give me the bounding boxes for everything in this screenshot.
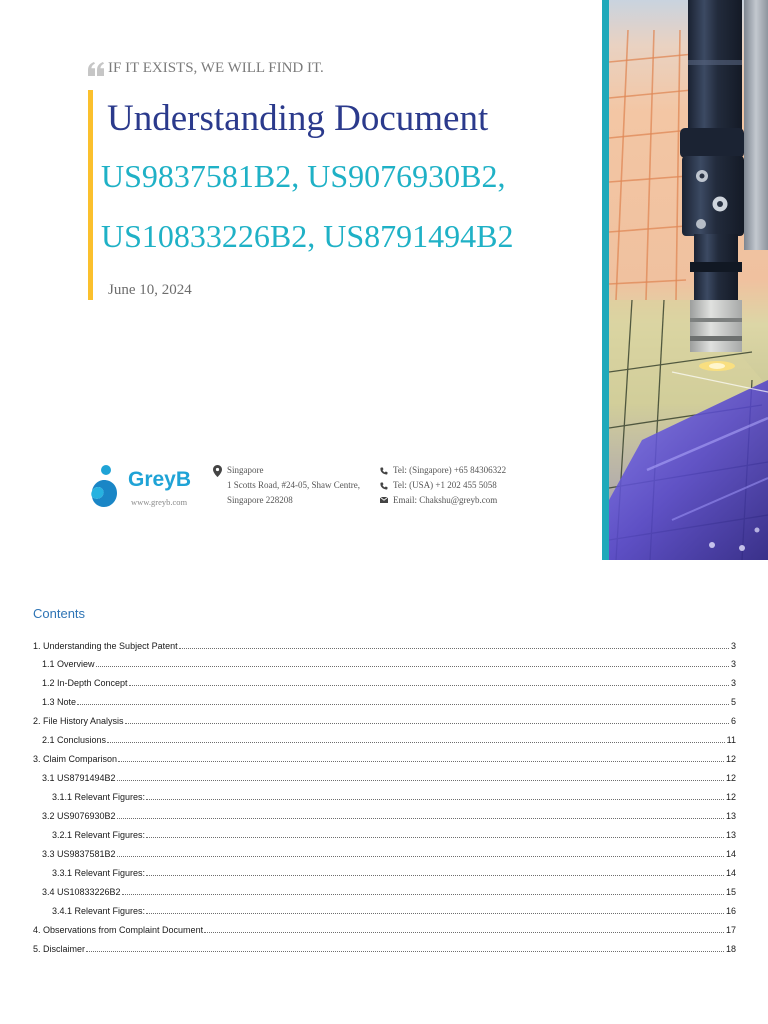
toc-entry-page-number: 3 — [730, 640, 736, 651]
toc-entry[interactable] — [33, 845, 736, 864]
toc-entry[interactable] — [33, 637, 736, 656]
toc-dot-leader — [118, 761, 724, 762]
toc-entry-label: 2.1 Conclusions — [42, 735, 107, 746]
toc-entry-label: 3.1 US8791494B2 — [42, 773, 116, 784]
toc-dot-leader — [117, 856, 724, 857]
toc-entry-page-number: 15 — [725, 886, 736, 897]
toc-entry[interactable] — [33, 750, 736, 769]
toc-dot-leader — [146, 799, 724, 800]
toc-entry[interactable] — [33, 674, 736, 693]
toc-entry-label: 3.2 US9076930B2 — [42, 810, 116, 821]
toc-entry[interactable] — [33, 902, 736, 921]
document-title: Understanding Document — [107, 98, 489, 139]
toc-dot-leader — [129, 685, 729, 686]
toc-entry[interactable] — [33, 693, 736, 712]
toc-entry[interactable] — [33, 921, 736, 940]
document-date: June 10, 2024 — [108, 282, 192, 298]
toc-entry-label: 3.4 US10833226B2 — [42, 886, 121, 897]
toc-entry-label: 2. File History Analysis — [33, 716, 124, 727]
phone-icon — [380, 467, 388, 475]
toc-dot-leader — [204, 932, 724, 933]
toc-entry-label: 4. Observations from Complaint Document — [33, 924, 204, 935]
contact-tel-usa: Tel: (USA) +1 202 455 5058 — [393, 480, 497, 490]
toc-entry-label: 1. Understanding the Subject Patent — [33, 640, 178, 651]
toc-dot-leader — [146, 913, 724, 914]
toc-entry-page-number: 13 — [725, 810, 736, 821]
toc-entry[interactable] — [33, 769, 736, 788]
toc-entry[interactable] — [33, 788, 736, 807]
toc-dot-leader — [117, 818, 724, 819]
toc-entry-page-number: 17 — [725, 924, 736, 935]
toc-entry-label: 1.3 Note — [42, 697, 77, 708]
logo-wordmark: GreyB — [128, 468, 192, 491]
toc-entry[interactable] — [33, 807, 736, 826]
contact-email: Email: Chakshu@greyb.com — [393, 495, 498, 505]
toc-dot-leader — [146, 837, 724, 838]
toc-entry-page-number: 14 — [725, 848, 736, 859]
company-address — [227, 463, 360, 508]
toc-entry[interactable] — [33, 940, 736, 959]
toc-dot-leader — [179, 648, 729, 649]
toc-entry-label: 3.4.1 Relevant Figures: — [52, 905, 146, 916]
toc-entry-page-number: 16 — [725, 905, 736, 916]
toc-dot-leader — [77, 704, 729, 705]
hero-image — [602, 0, 768, 560]
location-pin-icon — [213, 465, 222, 477]
toc-entry-label: 5. Disclaimer — [33, 943, 86, 954]
toc-dot-leader — [125, 723, 729, 724]
address-postal: Singapore 228208 — [227, 495, 293, 505]
toc-entry-label: 3.3.1 Relevant Figures: — [52, 867, 146, 878]
phone-icon — [380, 482, 388, 490]
toc-entry-page-number: 12 — [725, 792, 736, 802]
toc-entry-page-number: 3 — [730, 659, 736, 670]
tagline: IF IT EXISTS, WE WILL FIND IT. — [108, 60, 324, 76]
toc-dot-leader — [122, 894, 724, 895]
toc-entry-label: 3.2.1 Relevant Figures: — [52, 829, 146, 840]
toc-entry[interactable] — [33, 864, 736, 883]
toc-entry-page-number: 11 — [726, 735, 736, 746]
toc-entry-page-number: 14 — [725, 867, 736, 878]
toc-entry[interactable] — [33, 826, 736, 845]
email-icon — [380, 497, 388, 503]
yellow-accent-bar — [88, 90, 93, 300]
toc-entry-label: 3.1.1 Relevant Figures: — [52, 792, 146, 802]
address-city: Singapore — [227, 465, 264, 475]
quote-icon — [88, 62, 105, 76]
toc-entry[interactable] — [33, 712, 736, 731]
toc-dot-leader — [86, 951, 724, 952]
toc-entry-page-number: 12 — [725, 773, 736, 784]
toc-entry-page-number: 13 — [725, 829, 736, 840]
toc-entry-page-number: 18 — [725, 943, 736, 954]
toc-entry-page-number: 12 — [725, 754, 736, 765]
toc-dot-leader — [146, 875, 724, 876]
metal-housing — [744, 0, 768, 250]
toc-entry-label: 1.2 In-Depth Concept — [42, 678, 128, 689]
company-website: www.greyb.com — [131, 497, 188, 507]
toc-entry-label: 1.1 Overview — [42, 659, 95, 670]
company-contact — [393, 463, 506, 508]
toc-heading: Contents — [33, 606, 86, 621]
toc-dot-leader — [96, 666, 729, 667]
toc-dot-leader — [117, 780, 724, 781]
teal-accent-stripe — [602, 0, 609, 560]
contact-tel-singapore: Tel: (Singapore) +65 84306322 — [393, 465, 507, 475]
patent-numbers-line-1: US9837581B2, US9076930B2, — [101, 158, 506, 194]
toc-entry-page-number: 5 — [730, 697, 736, 708]
patent-numbers-line-2: US10833226B2, US8791494B2 — [101, 218, 514, 254]
toc-entry[interactable] — [33, 731, 736, 750]
address-street: 1 Scotts Road, #24-05, Shaw Centre, — [227, 480, 360, 490]
greyb-logo-icon — [89, 464, 119, 508]
toc-entry-page-number: 6 — [730, 716, 736, 727]
toc-entry-page-number: 3 — [730, 678, 736, 689]
toc-list — [33, 637, 736, 959]
toc-entry-label: 3.3 US9837581B2 — [42, 848, 116, 859]
toc-entry[interactable] — [33, 883, 736, 902]
toc-dot-leader — [107, 742, 725, 743]
toc-entry[interactable] — [33, 655, 736, 674]
toc-entry-label: 3. Claim Comparison — [33, 754, 118, 765]
